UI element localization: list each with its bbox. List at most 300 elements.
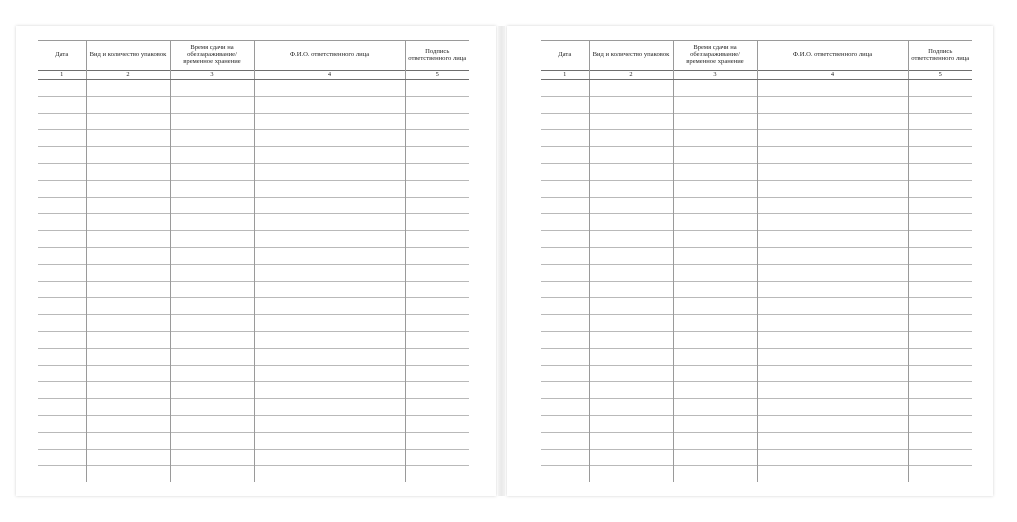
table-cell <box>908 365 972 382</box>
column-number: 3 <box>673 71 757 80</box>
table-cell <box>405 163 469 180</box>
table-cell <box>86 298 170 315</box>
table-cell <box>541 163 589 180</box>
table-row <box>541 130 972 147</box>
table-cell <box>86 281 170 298</box>
table-cell <box>86 96 170 113</box>
table-cell <box>589 365 673 382</box>
table-row <box>541 415 972 432</box>
table-row <box>38 130 469 147</box>
table-cell <box>38 180 86 197</box>
table-cell <box>757 449 908 466</box>
table-cell <box>405 399 469 416</box>
table-cell <box>589 315 673 332</box>
table-cell <box>405 348 469 365</box>
table-row <box>38 365 469 382</box>
table-cell <box>254 399 405 416</box>
table-cell <box>38 281 86 298</box>
table-cell <box>170 449 254 466</box>
table-cell <box>589 281 673 298</box>
table-cell <box>86 247 170 264</box>
table-cell <box>757 365 908 382</box>
table-cell <box>38 247 86 264</box>
header-handover-time: Время сдачи на обеззараживание/ временное хранение <box>673 41 757 71</box>
table-row <box>541 147 972 164</box>
table-cell <box>589 247 673 264</box>
table-row <box>38 432 469 449</box>
table-cell <box>170 163 254 180</box>
table-row <box>38 180 469 197</box>
table-row <box>541 298 972 315</box>
header-responsible-name: Ф.И.О. ответственного лица <box>757 41 908 71</box>
table-cell <box>405 147 469 164</box>
table-cell <box>38 382 86 399</box>
table-cell <box>541 399 589 416</box>
table-row <box>541 432 972 449</box>
column-number: 2 <box>86 71 170 80</box>
table-cell <box>541 432 589 449</box>
header-responsible-name: Ф.И.О. ответственного лица <box>254 41 405 71</box>
table-row <box>38 247 469 264</box>
table-cell <box>170 348 254 365</box>
table-cell <box>757 130 908 147</box>
table-row <box>541 247 972 264</box>
table-cell <box>757 348 908 365</box>
table-cell <box>405 449 469 466</box>
table-cell <box>673 281 757 298</box>
journal-table-left <box>38 40 469 482</box>
table-cell <box>908 382 972 399</box>
header-responsible-signature: Подпись ответственного лица <box>908 41 972 71</box>
table-cell <box>170 415 254 432</box>
table-cell <box>908 399 972 416</box>
table-cell <box>86 147 170 164</box>
table-cell <box>405 466 469 482</box>
table-cell <box>673 113 757 130</box>
table-cell <box>757 315 908 332</box>
table-cell <box>170 331 254 348</box>
table-cell <box>38 298 86 315</box>
table-cell <box>757 281 908 298</box>
table-row <box>38 113 469 130</box>
table-cell <box>908 113 972 130</box>
table-cell <box>541 247 589 264</box>
table-cell <box>254 147 405 164</box>
table-cell <box>757 231 908 248</box>
table-cell <box>86 264 170 281</box>
table-cell <box>405 382 469 399</box>
table-cell <box>254 281 405 298</box>
table-cell <box>38 214 86 231</box>
table-cell <box>254 348 405 365</box>
table-cell <box>673 315 757 332</box>
table-row <box>38 96 469 113</box>
table-cell <box>86 466 170 482</box>
table-cell <box>908 247 972 264</box>
table-cell <box>673 197 757 214</box>
table-cell <box>86 365 170 382</box>
table-cell <box>254 415 405 432</box>
table-cell <box>757 247 908 264</box>
table-cell <box>38 315 86 332</box>
table-cell <box>673 331 757 348</box>
table-cell <box>908 96 972 113</box>
table-row <box>541 96 972 113</box>
table-cell <box>405 281 469 298</box>
table-row <box>38 214 469 231</box>
table-row <box>541 315 972 332</box>
header-responsible-signature: Подпись ответственного лица <box>405 41 469 71</box>
table-cell <box>38 264 86 281</box>
table-cell <box>757 180 908 197</box>
table-cell <box>908 180 972 197</box>
table-row <box>38 449 469 466</box>
table-cell <box>405 130 469 147</box>
table-row <box>541 449 972 466</box>
table-cell <box>170 382 254 399</box>
table-cell <box>405 113 469 130</box>
table-cell <box>589 197 673 214</box>
table-cell <box>254 264 405 281</box>
table-cell <box>589 163 673 180</box>
table-cell <box>541 315 589 332</box>
table-cell <box>589 214 673 231</box>
table-cell <box>254 432 405 449</box>
table-cell <box>254 163 405 180</box>
table-cell <box>38 130 86 147</box>
table-cell <box>541 96 589 113</box>
table-cell <box>908 466 972 482</box>
table-row <box>38 382 469 399</box>
table-cell <box>38 365 86 382</box>
table-cell <box>86 231 170 248</box>
table-cell <box>908 130 972 147</box>
table-cell <box>673 247 757 264</box>
table-cell <box>38 197 86 214</box>
table-cell <box>589 382 673 399</box>
table-cell <box>673 298 757 315</box>
table-cell <box>170 147 254 164</box>
table-row <box>38 399 469 416</box>
table-cell <box>589 348 673 365</box>
table-cell <box>405 96 469 113</box>
table-row <box>541 331 972 348</box>
table-cell <box>673 399 757 416</box>
table-cell <box>908 197 972 214</box>
table-cell <box>589 466 673 482</box>
table-cell <box>673 96 757 113</box>
table-cell <box>541 147 589 164</box>
table-cell <box>405 231 469 248</box>
table-cell <box>86 399 170 416</box>
table-row <box>38 298 469 315</box>
table-cell <box>170 180 254 197</box>
table-cell <box>38 163 86 180</box>
table-cell <box>405 331 469 348</box>
table-cell <box>254 231 405 248</box>
column-number: 4 <box>757 71 908 80</box>
table-cell <box>589 130 673 147</box>
table-cell <box>757 466 908 482</box>
column-number: 2 <box>589 71 673 80</box>
table-row <box>541 281 972 298</box>
table-cell <box>38 449 86 466</box>
table-cell <box>589 80 673 97</box>
table-cell <box>673 264 757 281</box>
table-cell <box>86 432 170 449</box>
table-cell <box>757 214 908 231</box>
table-row <box>38 231 469 248</box>
table-cell <box>908 214 972 231</box>
table-cell <box>254 214 405 231</box>
table-cell <box>673 415 757 432</box>
table-cell <box>673 365 757 382</box>
table-cell <box>86 214 170 231</box>
table-cell <box>254 96 405 113</box>
table-cell <box>673 163 757 180</box>
table-cell <box>38 399 86 416</box>
table-cell <box>673 130 757 147</box>
table-cell <box>86 180 170 197</box>
table-cell <box>673 147 757 164</box>
header-date: Дата <box>541 41 589 71</box>
table-cell <box>589 180 673 197</box>
table-row <box>541 365 972 382</box>
table-cell <box>405 214 469 231</box>
table-cell <box>38 96 86 113</box>
table-row <box>38 348 469 365</box>
table-cell <box>673 231 757 248</box>
table-cell <box>908 281 972 298</box>
table-cell <box>541 365 589 382</box>
table-cell <box>541 449 589 466</box>
table-cell <box>254 449 405 466</box>
table-cell <box>589 432 673 449</box>
table-cell <box>541 113 589 130</box>
table-cell <box>170 113 254 130</box>
table-cell <box>405 365 469 382</box>
table-cell <box>254 298 405 315</box>
table-row <box>541 163 972 180</box>
table-cell <box>541 382 589 399</box>
table-cell <box>541 197 589 214</box>
table-cell <box>38 147 86 164</box>
table-cell <box>86 163 170 180</box>
table-cell <box>254 247 405 264</box>
table-cell <box>589 449 673 466</box>
header-handover-time: Время сдачи на обеззараживание/ временное хранение <box>170 41 254 71</box>
table-cell <box>757 113 908 130</box>
table-cell <box>908 432 972 449</box>
table-cell <box>589 298 673 315</box>
table-cell <box>86 348 170 365</box>
table-cell <box>405 298 469 315</box>
table-cell <box>541 281 589 298</box>
table-cell <box>86 415 170 432</box>
table-row <box>541 382 972 399</box>
table-cell <box>405 432 469 449</box>
table-cell <box>38 466 86 482</box>
header-row <box>541 41 972 71</box>
table-cell <box>170 315 254 332</box>
table-cell <box>757 432 908 449</box>
table-cell <box>757 80 908 97</box>
table-cell <box>757 96 908 113</box>
table-cell <box>908 298 972 315</box>
table-cell <box>170 214 254 231</box>
table-cell <box>170 365 254 382</box>
table-cell <box>405 315 469 332</box>
table-cell <box>541 466 589 482</box>
table-cell <box>757 298 908 315</box>
table-row <box>38 264 469 281</box>
table-cell <box>405 197 469 214</box>
table-row <box>38 415 469 432</box>
table-cell <box>541 180 589 197</box>
table-row <box>38 331 469 348</box>
table-cell <box>541 298 589 315</box>
table-cell <box>86 197 170 214</box>
table-cell <box>757 163 908 180</box>
right-page <box>507 26 993 496</box>
table-row <box>541 214 972 231</box>
table-cell <box>757 415 908 432</box>
table-row <box>38 281 469 298</box>
table-cell <box>38 80 86 97</box>
table-cell <box>908 163 972 180</box>
table-cell <box>254 80 405 97</box>
header-date: Дата <box>38 41 86 71</box>
table-row <box>38 147 469 164</box>
table-row <box>541 399 972 416</box>
table-cell <box>541 264 589 281</box>
table-cell <box>589 147 673 164</box>
column-number-row <box>541 71 972 80</box>
table-cell <box>254 113 405 130</box>
table-cell <box>541 214 589 231</box>
table-cell <box>86 331 170 348</box>
table-cell <box>673 432 757 449</box>
table-row <box>38 315 469 332</box>
table-row <box>541 348 972 365</box>
table-cell <box>86 382 170 399</box>
column-number: 1 <box>38 71 86 80</box>
table-row <box>541 180 972 197</box>
table-cell <box>541 231 589 248</box>
table-cell <box>405 247 469 264</box>
table-cell <box>405 80 469 97</box>
table-cell <box>589 231 673 248</box>
table-cell <box>673 180 757 197</box>
table-cell <box>86 315 170 332</box>
table-row <box>38 80 469 97</box>
table-row <box>541 113 972 130</box>
table-cell <box>589 113 673 130</box>
table-cell <box>541 80 589 97</box>
column-number: 1 <box>541 71 589 80</box>
table-cell <box>541 331 589 348</box>
column-number-row <box>38 71 469 80</box>
table-row <box>38 466 469 482</box>
table-cell <box>908 80 972 97</box>
header-package-type-count: Вид и количество упаковок <box>589 41 673 71</box>
table-cell <box>673 449 757 466</box>
table-cell <box>170 281 254 298</box>
table-cell <box>673 80 757 97</box>
table-cell <box>38 432 86 449</box>
table-row <box>38 163 469 180</box>
table-cell <box>170 298 254 315</box>
table-cell <box>170 466 254 482</box>
table-cell <box>405 180 469 197</box>
table-cell <box>86 113 170 130</box>
table-row <box>541 80 972 97</box>
table-cell <box>757 331 908 348</box>
table-cell <box>908 331 972 348</box>
table-cell <box>254 365 405 382</box>
table-cell <box>757 399 908 416</box>
page-gutter <box>498 26 505 496</box>
column-number: 4 <box>254 71 405 80</box>
table-cell <box>757 197 908 214</box>
table-cell <box>589 96 673 113</box>
table-cell <box>541 348 589 365</box>
table-cell <box>908 348 972 365</box>
table-cell <box>589 331 673 348</box>
table-cell <box>908 231 972 248</box>
table-cell <box>908 147 972 164</box>
table-cell <box>589 264 673 281</box>
table-row <box>38 197 469 214</box>
table-cell <box>170 247 254 264</box>
table-cell <box>908 449 972 466</box>
table-cell <box>254 180 405 197</box>
table-cell <box>673 214 757 231</box>
table-cell <box>254 331 405 348</box>
table-cell <box>254 315 405 332</box>
table-cell <box>254 466 405 482</box>
table-row <box>541 466 972 482</box>
table-cell <box>589 399 673 416</box>
table-cell <box>254 382 405 399</box>
table-cell <box>541 415 589 432</box>
table-cell <box>673 348 757 365</box>
table-cell <box>170 399 254 416</box>
table-cell <box>757 382 908 399</box>
table-cell <box>405 415 469 432</box>
table-cell <box>254 130 405 147</box>
table-cell <box>908 264 972 281</box>
table-cell <box>170 130 254 147</box>
table-cell <box>170 432 254 449</box>
table-cell <box>908 315 972 332</box>
table-cell <box>86 449 170 466</box>
journal-rows-left <box>38 71 469 483</box>
table-cell <box>86 130 170 147</box>
header-row <box>38 41 469 71</box>
table-cell <box>673 466 757 482</box>
table-cell <box>86 80 170 97</box>
journal-rows-right <box>541 71 972 483</box>
table-cell <box>38 415 86 432</box>
table-cell <box>405 264 469 281</box>
table-cell <box>38 348 86 365</box>
table-cell <box>757 264 908 281</box>
column-number: 5 <box>405 71 469 80</box>
journal-table-right <box>541 40 972 482</box>
table-cell <box>170 96 254 113</box>
column-number: 3 <box>170 71 254 80</box>
